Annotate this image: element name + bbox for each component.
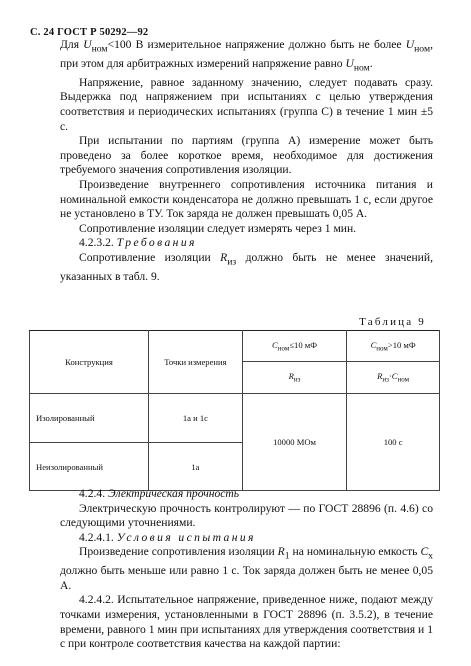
col-header-low-cap: $C_{ном}\le 10$ мФ — [242, 331, 346, 362]
paragraph-batch-tests: При испытании по партиям (группа А) измерение может быть проведено за более короткое время, необходимое для достижения требуемого значения сопротивления изоляции. — [60, 134, 433, 177]
col-header-points: Точки измерения — [149, 331, 243, 394]
body-block-2 — [60, 487, 433, 652]
body-block-1 — [60, 38, 433, 284]
table-cell-time-value: 100 с — [347, 394, 440, 491]
section-4-2-3-2: 4.2.3.2. Требования — [79, 236, 197, 250]
table-cell-points-1: 1а и 1с — [149, 394, 243, 443]
paragraph-voltage: Напряжение, равное заданному значению, следует подавать сразу. Выдержка под напряжением при испытаниях с целью утверждения соответствия и периодических испытаниях (группа С) в течение 1 мин ±5 с. — [60, 75, 433, 133]
table-row-uninsulated: Неизолированный — [30, 443, 149, 491]
paragraph-insulation-table-ref: Сопротивление изоляции $R_{из}$ должно быть не менее значений, указанных в табл. 9. — [60, 250, 433, 283]
section-4-2-4-1: 4.2.4.1. Условия испытания — [79, 530, 256, 544]
paragraph-continuation: Для $U_{ном}<100$ В измерительное напряжение должно быть не более $U_{ном}$, при этом для арбитражных измерений напряжение равно $U_{ном}$. — [60, 38, 433, 74]
col-header-construction: Конструкция — [30, 331, 149, 394]
paragraph-internal-resistance: Произведение внутреннего сопротивления источника питания и номинальной емкости конденсатора не должно превышать 1 с, если другое не установлено в ТУ. Ток заряда не должен превышать 0,05 А. — [60, 177, 433, 221]
subheader-time-constant: $R_{из}\cdot C_{ном}$ — [347, 362, 440, 394]
table-cell-points-2: 1а — [149, 443, 243, 491]
subheader-resistance: $R_{из}$ — [242, 362, 346, 394]
section-4-2-4: 4.2.4. Электрическая прочность — [79, 487, 240, 500]
paragraph-insulation-rating: Произведение сопротивления изоляции $R_1$ на номинальную емкость $C_x$ должно быть меньше или равно 1 с. Ток заряда должен быть не менее 0,05 А. — [60, 545, 433, 592]
page-header: С. 24 ГОСТ Р 50292—92 — [30, 27, 149, 38]
paragraph-test-voltage: 4.2.4.2. Испытательное напряжение, приведенное ниже, подают между точками измерения, установленными в ГОСТ 28896 (п. 3.5.2), в течение времени, равного 1 мин при испытаниях для утверждения соответствия и 1 с при контроле соответствия качества на каждой партии: — [60, 593, 433, 651]
table-row-insulated: Изолированный — [30, 394, 149, 443]
table-cell-resistance-value: 10000 МОм — [242, 394, 346, 491]
paragraph-insulation-measure: Сопротивление изоляции следует измерять через 1 мин. — [79, 221, 357, 235]
paragraph-electric-strength: Электрическую прочность контролируют — по ГОСТ 28896 (п. 4.6) со следующими уточнениями. — [60, 501, 433, 530]
col-header-high-cap: $C_{ном}>10$ мФ — [347, 331, 440, 362]
table-9 — [29, 330, 440, 491]
table-caption: Таблица 9 — [359, 316, 426, 328]
